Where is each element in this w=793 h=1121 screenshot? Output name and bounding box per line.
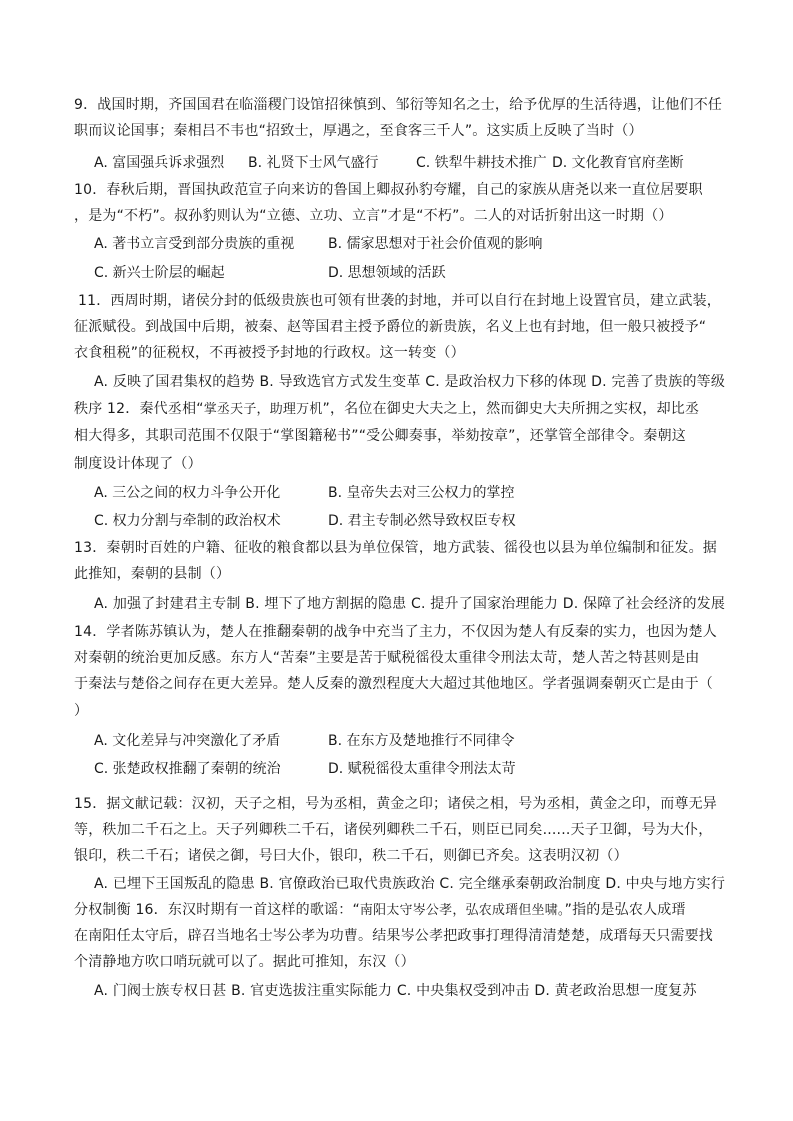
question-15-line-3: 银印，秩二千石；诸侯之御，号曰大仆，银印，秩二千石，则御已齐矣。这表明汉初（） bbox=[74, 848, 628, 864]
question-15-line-2: 等，秩加二千石之上。天子列卿秩二千石，诸侯列卿秩二千石，则臣已同矣......天子卫御，号为大仆， bbox=[74, 822, 713, 838]
q9-option-c: C. 铁犁牛耕技术推广 bbox=[416, 155, 547, 171]
question-11-line-2: 征派赋役。到战国中后期，被秦、赵等国君主授予爵位的新贵族，名义上也有封地，但一般只被授予“ bbox=[74, 319, 707, 335]
question-12-line-2: 相大得多，其职司范围不仅限于“掌图籍秘书”“受公卿奏事，举劾按章”，还掌管全部律令。秦朝这 bbox=[74, 428, 687, 444]
q16-line-1-start: 分权制衡 16．东汉时期有一首这样的歌谣：“ bbox=[74, 902, 360, 918]
q12-line-1-end: ”，名位在御史大夫之上，然而御史大夫所拥之实权，却比丞 bbox=[322, 401, 700, 417]
question-11-line-1: 11．西周时期，诸侯分封的低级贵族也可领有世袭的封地，并可以自行在封地上设置官员，建立武装， bbox=[78, 293, 722, 309]
q10-option-c: C. 新兴士阶层的崛起 bbox=[94, 265, 225, 281]
q9-option-d: D. 文化教育官府垄断 bbox=[552, 155, 684, 171]
q12-line-1-start: 秩序 12．秦代丞相“ bbox=[74, 401, 204, 417]
question-16-line-2: 在南阳任太守后，辟召当地名士岑公孝为功曹。结果岑公孝把政事打理得清清楚楚，成瑨每天只需要找 bbox=[74, 928, 713, 944]
question-10-line-2: ，是为“不朽”。叔孙豹则认为“立德、立功、立言”才是“不朽”。二人的对话折射出这一时期（） bbox=[74, 208, 673, 224]
question-14-line-2: 对秦朝的统治更加反感。东方人“苦秦”主要是苦于赋税徭役太重律令刑法太苛，楚人苦之特甚则是由 bbox=[74, 650, 700, 666]
q12-option-b: B. 皇帝失去对三公权力的掌控 bbox=[328, 485, 515, 501]
question-11-line-3: 衣食租税”的征税权，不再被授予封地的行政权。这一转变（） bbox=[74, 345, 465, 361]
question-11-options: A. 反映了国君集权的趋势 B. 导致选官方式发生变革 C. 是政治权力下移的体现 D. 完善了贵族的等级 bbox=[94, 374, 726, 390]
q12-option-a: A. 三公之间的权力斗争公开化 bbox=[94, 485, 281, 501]
q9-option-a: A. 富国强兵诉求强烈 bbox=[94, 155, 225, 171]
q14-option-c: C. 张楚政权推翻了秦朝的统治 bbox=[94, 761, 281, 777]
question-15-line-1: 15．据文献记载：汉初，天子之相，号为丞相，黄金之印；诸侯之相，号为丞相，黄金之印，而尊无异 bbox=[74, 796, 718, 812]
question-14-line-3: 于秦法与楚俗之间存在更大差异。楚人反秦的激烈程度大大超过其他地区。学者强调秦朝灭亡是由于（ bbox=[74, 676, 713, 692]
question-14-line-1: 14．学者陈苏镇认为，楚人在推翻秦朝的战争中充当了主力，不仅因为楚人有反秦的实力，也因为楚人 bbox=[74, 624, 718, 640]
q12-option-d: D. 君主专制必然导致权臣专权 bbox=[328, 513, 516, 529]
question-12-line-1 bbox=[74, 398, 699, 421]
q16-ballad: 南阳太守岑公孝，弘农成瑨但坐啸。 bbox=[359, 903, 565, 918]
q9-option-b: B. 礼贤下士风气盛行 bbox=[248, 155, 379, 171]
question-13-line-2: 此推知，秦朝的县制（） bbox=[74, 566, 231, 582]
question-10-line-1: 10．春秋后期，晋国执政范宣子向来访的鲁国上卿叔孙豹夸耀，自己的家族从唐尧以来一直位居要职 bbox=[74, 182, 703, 198]
q16-line-1-end: ”指的是弘农人成瑨 bbox=[564, 902, 686, 918]
question-16-line-3: 个清静地方吹口哨玩就可以了。据此可推知，东汉（） bbox=[74, 954, 415, 970]
question-13-options: A. 加强了封建君主专制 B. 埋下了地方割据的隐患 C. 提升了国家治理能力 D. 保障了社会经济的发展 bbox=[94, 596, 726, 612]
question-16-options: A. 门阀士族专权日甚 B. 官吏选拔注重实际能力 C. 中央集权受到冲击 D. 黄老政治思想一度复苏 bbox=[94, 983, 697, 999]
q14-option-d: D. 赋税徭役太重律令刑法太苛 bbox=[328, 761, 516, 777]
q12-quote: 掌丞天子，助理万机 bbox=[203, 402, 323, 417]
q10-option-b: B. 儒家思想对于社会价值观的影响 bbox=[328, 236, 543, 252]
question-9-line-2: 职而议论国事；秦相吕不韦也“招致士，厚遇之，至食客三千人”。这实质上反映了当时（） bbox=[74, 123, 643, 139]
q14-option-a: A. 文化差异与冲突激化了矛盾 bbox=[94, 733, 281, 749]
q10-option-d: D. 思想领域的活跃 bbox=[328, 265, 446, 281]
question-14-line-4: ） bbox=[74, 703, 89, 719]
question-15-options: A. 已埋下王国叛乱的隐患 B. 官僚政治已取代贵族政治 C. 完全继承秦朝政治制度 D. 中央与地方实行 bbox=[94, 876, 726, 892]
question-12-line-3: 制度设计体现了（） bbox=[74, 456, 202, 472]
question-16-line-1 bbox=[74, 899, 686, 922]
q14-option-b: B. 在东方及楚地推行不同律令 bbox=[328, 733, 515, 749]
q10-option-a: A. 著书立言受到部分贵族的重视 bbox=[94, 236, 295, 252]
question-9-line-1: 9．战国时期，齐国国君在临淄稷门设馆招徕慎到、邹衍等知名之士，给予优厚的生活待遇，让他们不任 bbox=[74, 97, 723, 113]
q12-option-c: C. 权力分割与牵制的政治权术 bbox=[94, 513, 281, 529]
question-13-line-1: 13．秦朝时百姓的户籍、征收的粮食都以县为单位保管，地方武装、徭役也以县为单位编制和征发。据 bbox=[74, 540, 718, 556]
